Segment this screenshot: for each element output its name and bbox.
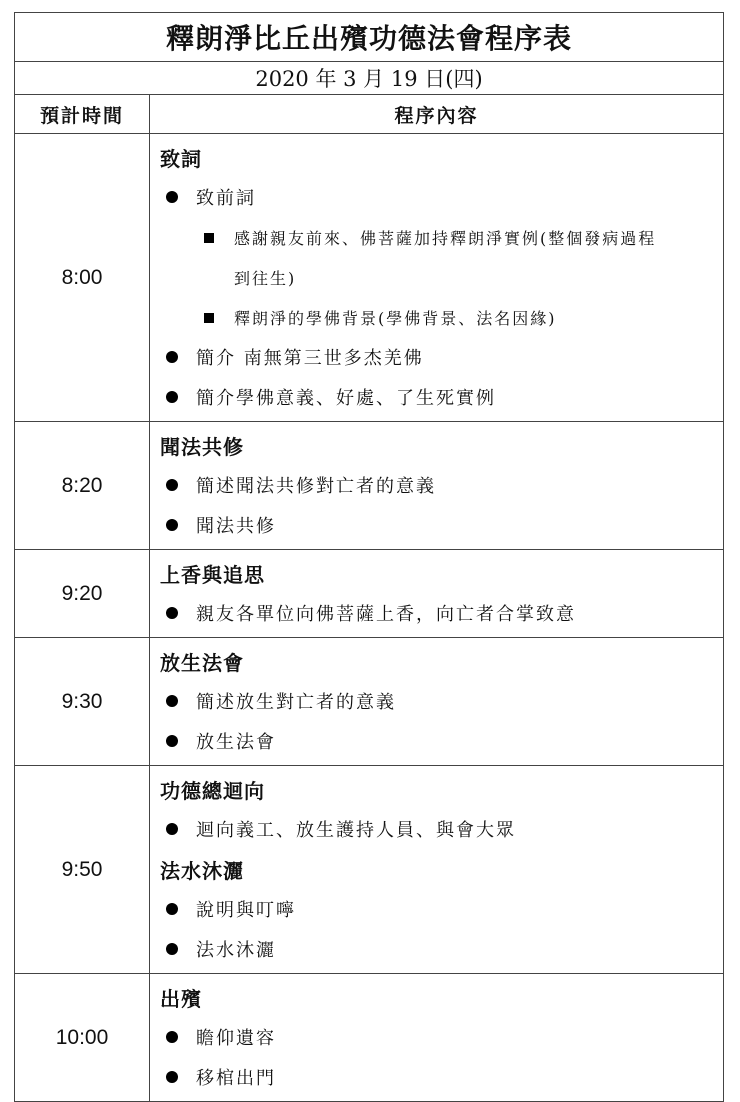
time-cell: 8:20 <box>15 422 150 550</box>
document-date: 2020 年 3 月 19 日(四) <box>15 62 724 95</box>
bullet-icon <box>166 823 178 835</box>
time-cell: 9:20 <box>15 550 150 638</box>
list-item-text: 放生法會 <box>196 732 276 753</box>
table-row <box>15 422 724 550</box>
bullet-icon <box>166 943 178 955</box>
list-item-text: 法水沐灑 <box>196 940 276 961</box>
bullet-icon <box>166 695 178 707</box>
list-item <box>160 723 723 763</box>
list-item <box>160 179 723 219</box>
title-row <box>15 13 724 62</box>
content-cell <box>150 422 724 550</box>
content-cell <box>150 134 724 422</box>
list-item-text: 簡述放生對亡者的意義 <box>196 692 396 713</box>
time-cell: 10:00 <box>15 974 150 1102</box>
square-bullet-icon <box>204 313 214 323</box>
list-item <box>160 891 723 931</box>
content-cell <box>150 550 724 638</box>
section-title: 聞法共修 <box>160 435 244 459</box>
list-item <box>160 1019 723 1059</box>
sub-list-item-text: 感謝親友前來、佛菩薩加持釋朗淨實例(整個發病過程 <box>234 229 657 248</box>
list-item <box>160 467 723 507</box>
sub-list-item-continuation: 到往生) <box>234 269 297 288</box>
list-item-text: 迴向義工、放生護持人員、與會大眾 <box>196 820 516 841</box>
sub-list-item-text: 釋朗淨的學佛背景(學佛背景、法名因緣) <box>234 309 557 328</box>
list-item-text: 瞻仰遺容 <box>196 1028 276 1049</box>
list-item <box>160 811 723 851</box>
list-item <box>160 1059 723 1099</box>
table-row <box>15 766 724 974</box>
header-content: 程序內容 <box>150 95 724 134</box>
content-cell <box>150 974 724 1102</box>
list-item-text: 簡介 南無第三世多杰羌佛 <box>196 348 424 369</box>
list-item-text: 說明與叮嚀 <box>196 900 296 921</box>
content-cell <box>150 638 724 766</box>
section-title: 法水沐灑 <box>160 859 244 883</box>
bullet-icon <box>166 735 178 747</box>
bullet-icon <box>166 391 178 403</box>
table-row <box>15 134 724 422</box>
bullet-icon <box>166 1031 178 1043</box>
bullet-icon <box>166 479 178 491</box>
table-row <box>15 974 724 1102</box>
header-time: 預計時間 <box>15 95 150 134</box>
bullet-icon <box>166 607 178 619</box>
section-title: 出殯 <box>160 987 202 1011</box>
list-item <box>160 507 723 547</box>
document-title: 釋朗淨比丘出殯功德法會程序表 <box>15 13 724 62</box>
section-title: 致詞 <box>160 147 202 171</box>
list-item-text: 移棺出門 <box>196 1068 276 1089</box>
list-item <box>160 339 723 379</box>
bullet-icon <box>166 351 178 363</box>
list-item-text: 致前詞 <box>196 188 256 209</box>
list-item <box>160 595 723 635</box>
list-item <box>160 683 723 723</box>
date-row <box>15 62 724 95</box>
table-row <box>15 550 724 638</box>
sub-list-item <box>160 299 723 339</box>
list-item <box>160 379 723 419</box>
bullet-icon <box>166 903 178 915</box>
header-row <box>15 95 724 134</box>
list-item-text: 簡述聞法共修對亡者的意義 <box>196 476 436 497</box>
table-row <box>15 638 724 766</box>
sub-list-item <box>160 219 723 259</box>
list-item-text: 親友各單位向佛菩薩上香，向亡者合掌致意 <box>196 604 576 625</box>
section-title: 功德總迴向 <box>160 779 265 803</box>
content-cell <box>150 766 724 974</box>
bullet-icon <box>166 519 178 531</box>
program-table <box>14 12 724 1102</box>
list-item-text: 聞法共修 <box>196 516 276 537</box>
time-cell: 9:30 <box>15 638 150 766</box>
time-cell: 9:50 <box>15 766 150 974</box>
square-bullet-icon <box>204 233 214 243</box>
section-title: 放生法會 <box>160 651 244 675</box>
bullet-icon <box>166 191 178 203</box>
list-item-text: 簡介學佛意義、好處、了生死實例 <box>196 388 496 409</box>
section-title: 上香與追思 <box>160 563 265 587</box>
list-item <box>160 931 723 971</box>
time-cell: 8:00 <box>15 134 150 422</box>
